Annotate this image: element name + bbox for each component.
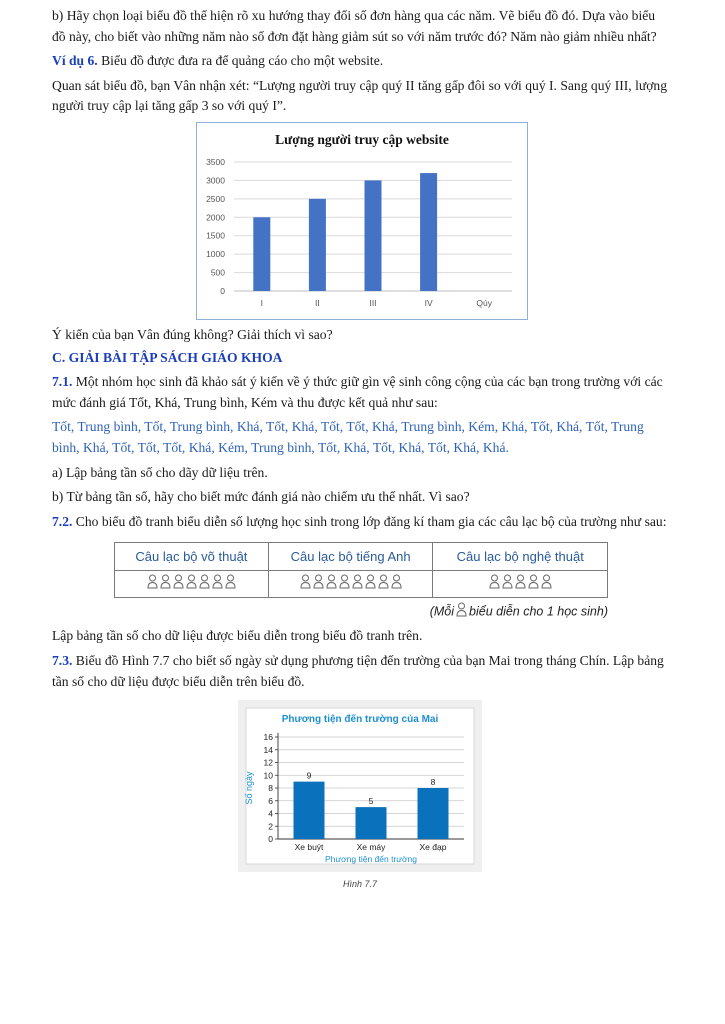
y-tick-label: 6 [268,795,273,806]
person-icon [515,574,526,596]
example-6 [52,51,672,72]
person-icon [502,574,513,596]
figure-caption: Hình 7.7 [342,879,378,890]
x-tick-label: Xe đạp [419,842,447,853]
y-tick-label: 1500 [206,230,225,241]
person-icon [313,574,324,596]
person-icon [352,574,363,596]
exercise-7-1-b: b) Từ bảng tần số, hãy cho biết mức đánh giá nào chiếm ưu thế nhất. Vì sao? [52,489,470,505]
bar [253,217,270,291]
y-tick-label: 1000 [206,249,225,260]
club-icons-0 [115,571,269,598]
chart-border [197,122,528,319]
person-icon [173,574,184,596]
website-visitors-chart [196,122,528,320]
x-tick-label: II [315,297,320,308]
person-icon [147,574,158,596]
exercise-7-2 [52,512,672,533]
transport-chart-figure [238,700,482,890]
exercise-7-1-a: a) Lập bảng tần số cho dãy dữ liệu trên. [52,464,268,480]
y-tick-label: 3500 [206,156,225,167]
person-icon [326,574,337,596]
exercise-7-1-label: 7.1. [52,374,73,390]
x-tick-label: Qúy [476,297,492,308]
person-icon [489,574,500,596]
transport-chart [238,700,482,872]
chart-title: Lượng người truy cập website [275,131,449,147]
person-icon [365,574,376,596]
y-tick-label: 2 [268,821,273,832]
example-6-text: Biểu đồ được đưa ra để quảng cáo cho một website. [97,53,384,69]
y-tick-label: 8 [268,783,273,794]
y-tick-label: 3000 [206,175,225,186]
y-tick-label: 12 [263,757,273,768]
bar [365,180,382,291]
y-tick-label: 16 [263,732,273,743]
exercise-7-3-text: Biểu đồ Hình 7.7 cho biết số ngày sử dụng phương tiện đến trường của bạn Mai trong tháng Chín. Lập bảng tần số cho dữ liệu được biểu diễn trên biểu đồ. [52,652,664,689]
exercise-7-2-text: Cho biểu đồ tranh biểu diễn số lượng học sinh trong lớp đăng kí tham gia các câu lạc bộ của trường như sau: [72,513,667,529]
data-label: 5 [368,796,374,807]
bar [418,788,449,839]
bar [356,807,387,839]
y-tick-label: 14 [263,744,273,755]
exercise-7-2-label: 7.2. [52,513,73,529]
exercise-7-3-label: 7.3. [52,652,73,668]
document-page [52,6,672,890]
person-icon [225,574,236,596]
person-icon [199,574,210,596]
legend-after: biểu diễn cho 1 học sinh) [469,604,608,619]
y-tick-label: 4 [268,808,273,819]
y-tick-label: 0 [220,285,225,296]
person-icon [528,574,539,596]
club-name-2: Câu lạc bộ nghệ thuật [433,543,608,571]
x-tick-label: III [369,297,377,308]
exercise-7-1-text: Một nhóm học sinh đã khảo sát ý kiến về ý thức giữ gìn vệ sinh công cộng của các bạn trong trường với các mức đánh giá Tốt, Khá, Trung bình, Kém và thu được kết quả như sau: [52,374,663,410]
club-icons-1 [268,571,433,598]
person-icon [541,574,552,596]
example-6-remark: Quan sát biểu đồ, bạn Vân nhận xét: “Lượng người truy cập quý II tăng gấp đôi so với quý I. Sang quý III, lượng người truy cập lại tăng gấp 3 so với quý I”. [52,77,668,114]
y-tick-label: 2500 [206,193,225,204]
y-tick-label: 10 [263,770,273,781]
person-icon [378,574,389,596]
exercise-7-2-task: Lập bảng tần số cho dữ liệu được biểu diễn trong biểu đồ tranh trên. [52,628,423,644]
x-tick-label: I [260,297,263,308]
y-axis-label: Số ngày [244,771,254,805]
y-tick-label: 0 [268,834,273,845]
x-tick-label: Xe buýt [294,842,324,853]
exercise-7-3 [52,651,672,692]
bar [294,782,325,839]
person-icon [339,574,350,596]
data-label: 9 [306,770,312,781]
person-icon [456,602,467,622]
club-header-row [115,543,608,571]
paragraph-b: b) Hãy chọn loại biểu đồ thể hiện rõ xu hướng thay đổi số đơn hàng qua các năm. Vẽ biểu đồ đó. Dựa vào biểu đồ này, cho biết vào những năm nào số đơn đặt hàng giảm sút so với năm trước đó? Năm nào giảm nhiều nhất? [52,8,657,44]
club-pictograph [114,542,608,598]
example-6-label: Ví dụ 6. [52,53,98,69]
y-tick-label: 500 [210,267,225,278]
y-tick-label: 2000 [206,212,225,223]
club-icons-2 [433,571,608,598]
club-name-1: Câu lạc bộ tiếng Anh [268,543,433,571]
data-label: 8 [430,777,436,788]
person-icon [160,574,171,596]
x-tick-label: IV [424,297,433,308]
person-icon [391,574,402,596]
person-icon [300,574,311,596]
x-axis-label: Phương tiện đến trường [325,854,417,865]
club-icon-row [115,571,608,598]
x-tick-label: Xe máy [356,842,386,853]
legend-before: (Mỗi [429,604,455,619]
exercise-7-1 [52,372,672,413]
chart-plot-area [246,708,474,864]
bar [420,173,437,291]
pictograph-legend [52,602,608,622]
club-name-0: Câu lạc bộ võ thuật [115,543,269,571]
bar [309,199,326,291]
person-icon [212,574,223,596]
example-6-question: Ý kiến của bạn Vân đúng không? Giải thích vì sao? [52,326,333,342]
person-icon [186,574,197,596]
section-c-heading: C. GIẢI BÀI TẬP SÁCH GIÁO KHOA [52,349,283,365]
chart-title: Phương tiện đến trường của Mai [281,714,439,726]
exercise-7-1-data: Tốt, Trung bình, Tốt, Trung bình, Khá, Tốt, Khá, Tốt, Tốt, Khá, Trung bình, Kém, Khá, Tốt, Khá, Tốt, Trung bình, Khá, Tốt, Tốt, Tốt, Khá, Kém, Trung bình, Tốt, Khá, Tốt, Khá, Tốt, Khá, Khá. [52,419,644,455]
